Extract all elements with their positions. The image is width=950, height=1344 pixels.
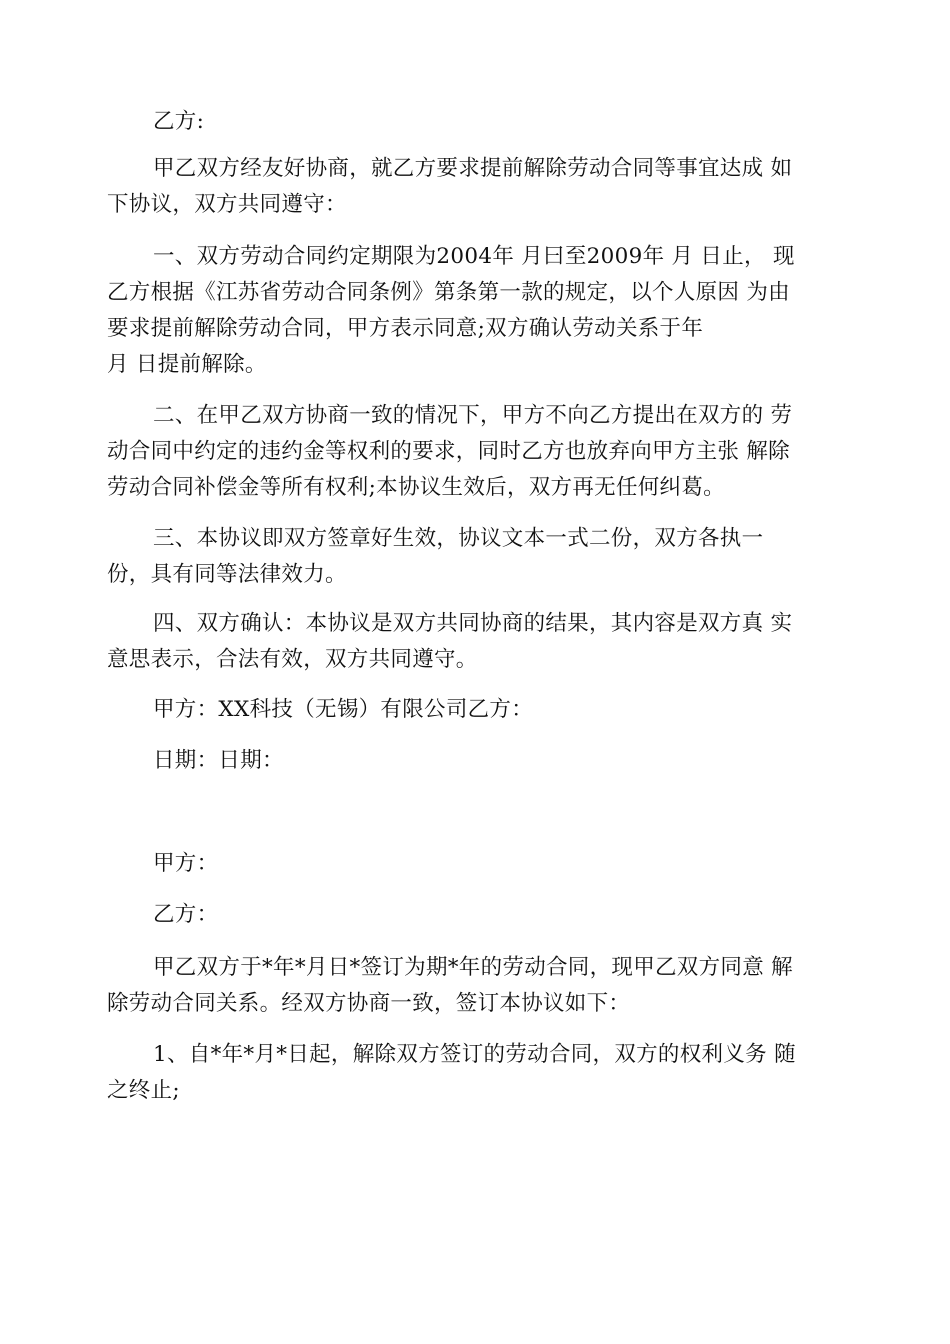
- text-line: 1、自*年*月*日起，解除双方签订的劳动合同，双方的权利义务 随: [153, 1042, 796, 1067]
- text-line: 甲乙双方于*年*月日*签订为期*年的劳动合同，现甲乙双方同意 解: [153, 955, 793, 980]
- paragraph-clause-1: [107, 239, 865, 383]
- text-line: 月 日提前解除。: [107, 352, 267, 377]
- text-line: 二、在甲乙双方协商一致的情况下，甲方不向乙方提出在双方的 劳: [153, 403, 793, 428]
- text-line: 日期：日期：: [153, 748, 284, 773]
- signature-dates-line: [107, 743, 865, 779]
- text-line: 意思表示，合法有效，双方共同遵守。: [107, 647, 478, 672]
- paragraph-clause-3: [107, 521, 865, 593]
- text-line: 乙方:: [153, 109, 205, 134]
- text-line: 三、本协议即双方签章好生效，协议文本一式二份，双方各执一: [153, 526, 764, 551]
- paragraph-party-b-header: [107, 104, 865, 140]
- text-line: 四、双方确认：本协议是双方共同协商的结果，其内容是双方真 实: [153, 611, 793, 636]
- text-line: 下协议，双方共同遵守：: [107, 192, 347, 217]
- text-line: 甲乙双方经友好协商，就乙方要求提前解除劳动合同等事宜达成 如: [153, 156, 793, 181]
- text-line: 动合同中约定的违约金等权利的要求，同时乙方也放弃向甲方主张 解除: [107, 439, 790, 464]
- text-line: 甲方：: [153, 851, 219, 876]
- text-line: 之终止;: [107, 1078, 180, 1103]
- paragraph-party-a-header: [107, 846, 865, 882]
- text-line: 劳动合同补偿金等所有权利;本协议生效后，双方再无任何纠葛。: [107, 475, 725, 500]
- paragraph-item-1: [107, 1037, 865, 1109]
- text-line: 一、双方劳动合同约定期限为2004年 月曰至2009年 月 日止， 现: [153, 244, 795, 269]
- paragraph-intro: [107, 151, 865, 223]
- text-line: 份，具有同等法律效力。: [107, 562, 347, 587]
- text-line: 甲方：XX科技（无锡）有限公司乙方：: [153, 697, 534, 722]
- text-line: 乙方：: [153, 902, 219, 927]
- paragraph-intro-2: [107, 950, 865, 1022]
- paragraph-party-b-header-2: [107, 897, 865, 933]
- text-line: 乙方根据《江苏省劳动合同条例》第条第一款的规定，以个人原因 为由: [107, 280, 790, 305]
- text-line: 除劳动合同关系。经双方协商一致，签订本协议如下：: [107, 991, 631, 1016]
- paragraph-clause-4: [107, 606, 865, 678]
- paragraph-clause-2: [107, 398, 865, 506]
- signature-parties-line: [107, 692, 865, 728]
- text-line: 要求提前解除劳动合同，甲方表示同意;双方确认劳动关系于年: [107, 316, 704, 341]
